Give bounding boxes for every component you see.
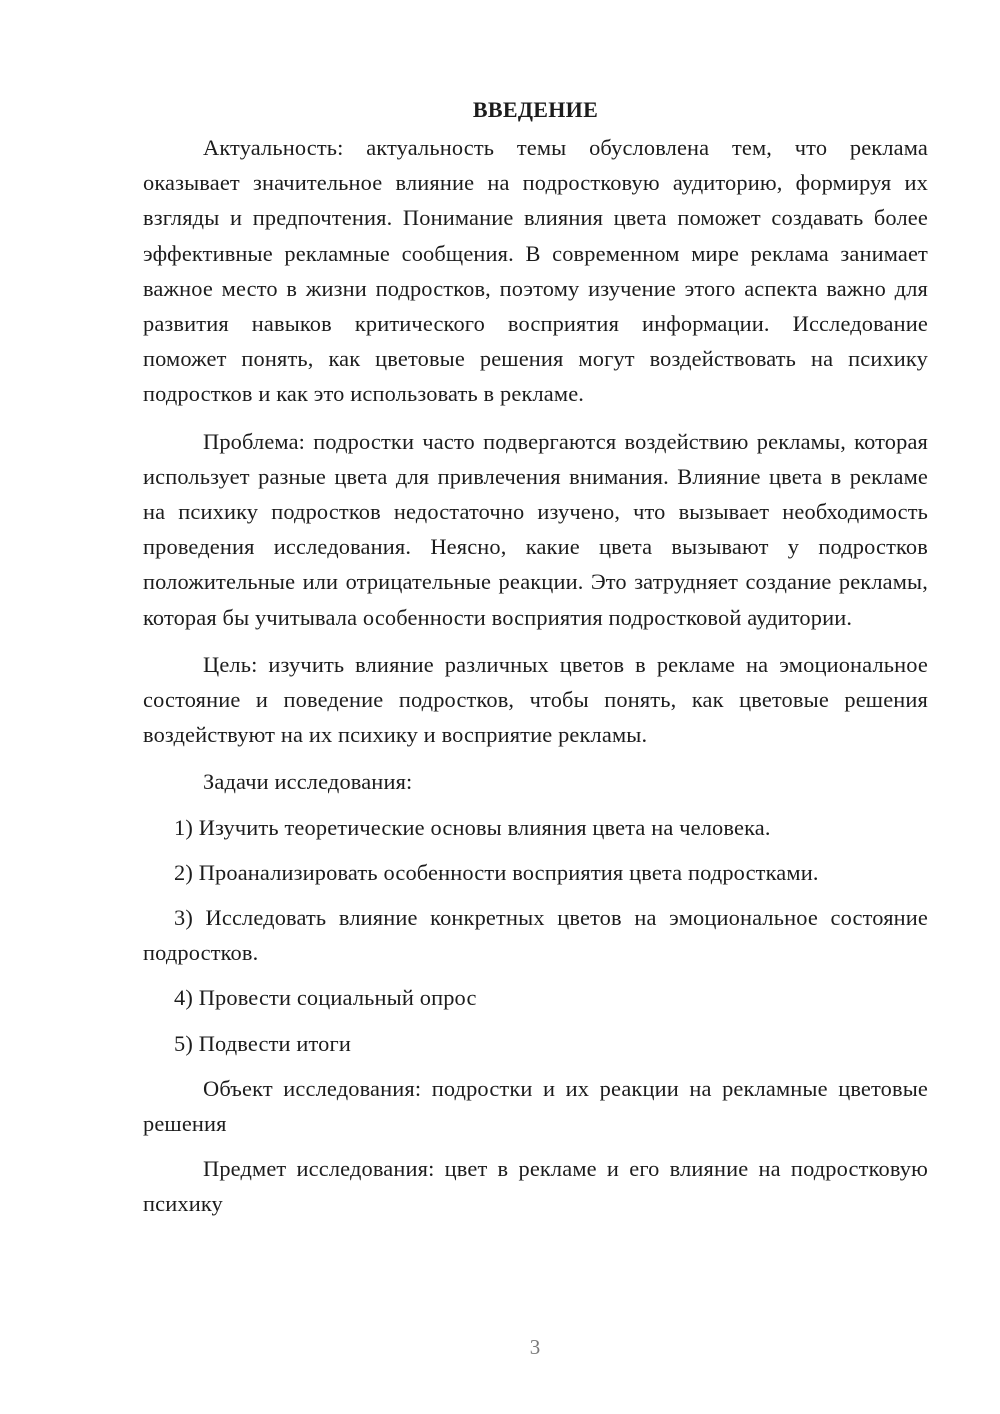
relevance-paragraph: Актуальность: актуальность темы обусловлена тем, что реклама оказывает значительное влияние на подростковую аудиторию, формируя их взгляды и предпочтения. Понимание влияния цвета поможет создавать более эффективные рекламные сообщения. В современном мире реклама занимает важное место в жизни подростков, поэтому изучение этого аспекта важно для развития навыков критического восприятия информации. Исследование поможет понять, как цветовые решения могут воздействовать на психику подростков и как это использовать в рекламе. <box>143 135 928 407</box>
tasks-heading: Задачи исследования: <box>203 769 413 795</box>
goal-paragraph: Цель: изучить влияние различных цветов в рекламе на эмоциональное состояние и поведение подростков, чтобы понять, как цветовые решения воздействуют на их психику и восприятие рекламы. <box>143 651 928 748</box>
task-item-3: 3) Исследовать влияние конкретных цветов на эмоциональное состояние подростков. <box>143 905 928 966</box>
subject-paragraph: Предмет исследования: цвет в рекламе и его влияние на подростковую психику <box>143 1156 928 1217</box>
task-item-4: 4) Провести социальный опрос <box>174 985 477 1011</box>
problem-paragraph: Проблема: подростки часто подвергаются воздействию рекламы, которая использует разные цвета для привлечения внимания. Влияние цвета в рекламе на психику подростков недостаточно изучено, что вызывает необходимость проведения исследования. Неясно, какие цвета вызывают у подростков положительные или отрицательные реакции. Это затрудняет создание рекламы, которая бы учитывала особенности восприятия подростковой аудитории. <box>143 428 928 630</box>
section-title: ВВЕДЕНИЕ <box>472 97 599 122</box>
task-item-2: 2) Проанализировать особенности восприятия цвета подростками. <box>174 859 819 885</box>
object-paragraph: Объект исследования: подростки и их реакции на рекламные цветовые решения <box>143 1075 928 1137</box>
task-item-1: 1) Изучить теоретические основы влияния цвета на человека. <box>174 814 771 840</box>
document-page <box>143 92 928 1222</box>
page-number: 3 <box>529 1335 541 1359</box>
task-item-5: 5) Подвести итоги <box>174 1030 351 1056</box>
